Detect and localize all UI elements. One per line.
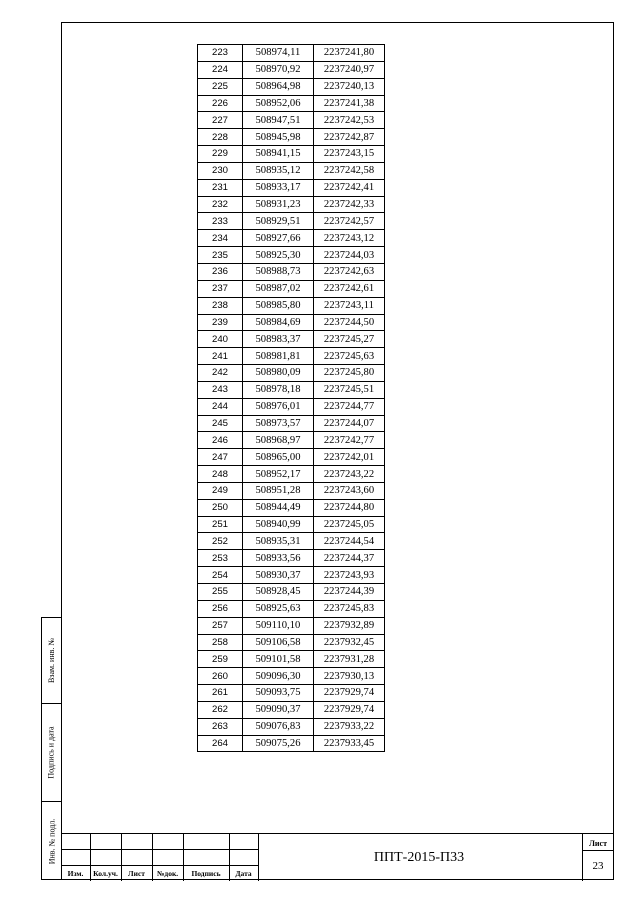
point-number-cell: 238 xyxy=(198,297,243,314)
point-number-cell: 234 xyxy=(198,230,243,247)
y-coordinate-cell: 2237240,13 xyxy=(314,78,385,95)
point-number-cell: 264 xyxy=(198,735,243,752)
y-coordinate-cell: 2237244,77 xyxy=(314,398,385,415)
y-coordinate-cell: 2237241,80 xyxy=(314,45,385,62)
table-row xyxy=(198,45,385,62)
table-row xyxy=(198,95,385,112)
y-coordinate-cell: 2237242,57 xyxy=(314,213,385,230)
y-coordinate-cell: 2237931,28 xyxy=(314,651,385,668)
y-coordinate-cell: 2237242,77 xyxy=(314,432,385,449)
sheet-label: Лист xyxy=(588,838,608,848)
point-number-cell: 229 xyxy=(198,146,243,163)
y-coordinate-cell: 2237244,80 xyxy=(314,499,385,516)
point-number-cell: 256 xyxy=(198,600,243,617)
table-row xyxy=(198,668,385,685)
table-row xyxy=(198,297,385,314)
table-row xyxy=(198,61,385,78)
x-coordinate-cell: 508941,15 xyxy=(243,146,314,163)
point-number-cell: 224 xyxy=(198,61,243,78)
table-row xyxy=(198,213,385,230)
point-number-cell: 249 xyxy=(198,482,243,499)
y-coordinate-cell: 2237245,80 xyxy=(314,365,385,382)
x-coordinate-cell: 508929,51 xyxy=(243,213,314,230)
table-row xyxy=(198,499,385,516)
x-coordinate-cell: 509076,83 xyxy=(243,718,314,735)
coordinates-table-body xyxy=(198,45,385,752)
y-coordinate-cell: 2237243,11 xyxy=(314,297,385,314)
y-coordinate-cell: 2237244,50 xyxy=(314,314,385,331)
table-row xyxy=(198,112,385,129)
x-coordinate-cell: 508987,02 xyxy=(243,280,314,297)
y-coordinate-cell: 2237244,54 xyxy=(314,533,385,550)
side-label-inventory: Инв. № подл. xyxy=(47,818,56,864)
y-coordinate-cell: 2237242,01 xyxy=(314,449,385,466)
y-coordinate-cell: 2237933,45 xyxy=(314,735,385,752)
x-coordinate-cell: 508935,31 xyxy=(243,533,314,550)
x-coordinate-cell: 508951,28 xyxy=(243,482,314,499)
x-coordinate-cell: 508928,45 xyxy=(243,584,314,601)
table-row xyxy=(198,482,385,499)
y-coordinate-cell: 2237245,51 xyxy=(314,381,385,398)
y-coordinate-cell: 2237243,12 xyxy=(314,230,385,247)
point-number-cell: 226 xyxy=(198,95,243,112)
table-row xyxy=(198,584,385,601)
y-coordinate-cell: 2237242,41 xyxy=(314,179,385,196)
point-number-cell: 232 xyxy=(198,196,243,213)
table-row xyxy=(198,365,385,382)
table-row xyxy=(198,263,385,280)
y-coordinate-cell: 2237932,89 xyxy=(314,617,385,634)
y-coordinate-cell: 2237243,60 xyxy=(314,482,385,499)
x-coordinate-cell: 509093,75 xyxy=(243,685,314,702)
table-row xyxy=(198,701,385,718)
x-coordinate-cell: 508927,66 xyxy=(243,230,314,247)
point-number-cell: 252 xyxy=(198,533,243,550)
y-coordinate-cell: 2237245,27 xyxy=(314,331,385,348)
y-coordinate-cell: 2237244,37 xyxy=(314,550,385,567)
point-number-cell: 248 xyxy=(198,466,243,483)
point-number-cell: 239 xyxy=(198,314,243,331)
point-number-cell: 244 xyxy=(198,398,243,415)
table-row xyxy=(198,735,385,752)
x-coordinate-cell: 508968,97 xyxy=(243,432,314,449)
table-row xyxy=(198,398,385,415)
table-row xyxy=(198,685,385,702)
side-cell-replaces xyxy=(42,618,61,704)
point-number-cell: 261 xyxy=(198,685,243,702)
coordinates-table xyxy=(197,44,385,752)
y-coordinate-cell: 2237245,05 xyxy=(314,516,385,533)
table-row xyxy=(198,179,385,196)
table-row xyxy=(198,600,385,617)
x-coordinate-cell: 508944,49 xyxy=(243,499,314,516)
table-row xyxy=(198,617,385,634)
y-coordinate-cell: 2237929,74 xyxy=(314,701,385,718)
table-row xyxy=(198,381,385,398)
y-coordinate-cell: 2237242,53 xyxy=(314,112,385,129)
point-number-cell: 230 xyxy=(198,162,243,179)
point-number-cell: 228 xyxy=(198,129,243,146)
y-coordinate-cell: 2237243,22 xyxy=(314,466,385,483)
point-number-cell: 241 xyxy=(198,348,243,365)
x-coordinate-cell: 509096,30 xyxy=(243,668,314,685)
table-row xyxy=(198,533,385,550)
point-number-cell: 255 xyxy=(198,584,243,601)
table-row xyxy=(198,348,385,365)
x-coordinate-cell: 508970,92 xyxy=(243,61,314,78)
y-coordinate-cell: 2237241,38 xyxy=(314,95,385,112)
point-number-cell: 227 xyxy=(198,112,243,129)
title-block xyxy=(61,833,614,880)
x-coordinate-cell: 508952,06 xyxy=(243,95,314,112)
y-coordinate-cell: 2237245,83 xyxy=(314,600,385,617)
point-number-cell: 243 xyxy=(198,381,243,398)
table-row xyxy=(198,432,385,449)
point-number-cell: 258 xyxy=(198,634,243,651)
table-row xyxy=(198,516,385,533)
x-coordinate-cell: 508985,80 xyxy=(243,297,314,314)
sheet-number: 23 xyxy=(592,860,604,872)
side-strip xyxy=(41,617,61,880)
point-number-cell: 237 xyxy=(198,280,243,297)
x-coordinate-cell: 508925,63 xyxy=(243,600,314,617)
y-coordinate-cell: 2237243,15 xyxy=(314,146,385,163)
x-coordinate-cell: 508980,09 xyxy=(243,365,314,382)
table-row xyxy=(198,651,385,668)
side-cell-inventory xyxy=(42,802,61,880)
header-signature: Подпись xyxy=(191,869,221,878)
x-coordinate-cell: 509090,37 xyxy=(243,701,314,718)
y-coordinate-cell: 2237245,63 xyxy=(314,348,385,365)
point-number-cell: 251 xyxy=(198,516,243,533)
x-coordinate-cell: 508974,11 xyxy=(243,45,314,62)
table-row xyxy=(198,550,385,567)
y-coordinate-cell: 2237932,45 xyxy=(314,634,385,651)
y-coordinate-cell: 2237242,58 xyxy=(314,162,385,179)
x-coordinate-cell: 508983,37 xyxy=(243,331,314,348)
x-coordinate-cell: 508978,18 xyxy=(243,381,314,398)
table-row xyxy=(198,567,385,584)
x-coordinate-cell: 508925,30 xyxy=(243,247,314,264)
table-row xyxy=(198,247,385,264)
header-date: Дата xyxy=(235,869,252,878)
table-row xyxy=(198,280,385,297)
point-number-cell: 223 xyxy=(198,45,243,62)
y-coordinate-cell: 2237929,74 xyxy=(314,685,385,702)
point-number-cell: 242 xyxy=(198,365,243,382)
point-number-cell: 259 xyxy=(198,651,243,668)
x-coordinate-cell: 508930,37 xyxy=(243,567,314,584)
x-coordinate-cell: 508952,17 xyxy=(243,466,314,483)
table-row xyxy=(198,146,385,163)
table-row xyxy=(198,449,385,466)
table-row xyxy=(198,78,385,95)
x-coordinate-cell: 508964,98 xyxy=(243,78,314,95)
point-number-cell: 233 xyxy=(198,213,243,230)
x-coordinate-cell: 508988,73 xyxy=(243,263,314,280)
y-coordinate-cell: 2237242,33 xyxy=(314,196,385,213)
y-coordinate-cell: 2237243,93 xyxy=(314,567,385,584)
x-coordinate-cell: 508931,23 xyxy=(243,196,314,213)
table-row xyxy=(198,331,385,348)
y-coordinate-cell: 2237244,39 xyxy=(314,584,385,601)
point-number-cell: 240 xyxy=(198,331,243,348)
point-number-cell: 247 xyxy=(198,449,243,466)
point-number-cell: 225 xyxy=(198,78,243,95)
side-cell-signature-date xyxy=(42,704,61,802)
table-row xyxy=(198,230,385,247)
y-coordinate-cell: 2237242,63 xyxy=(314,263,385,280)
y-coordinate-cell: 2237242,61 xyxy=(314,280,385,297)
x-coordinate-cell: 508947,51 xyxy=(243,112,314,129)
point-number-cell: 246 xyxy=(198,432,243,449)
x-coordinate-cell: 508981,81 xyxy=(243,348,314,365)
x-coordinate-cell: 509106,58 xyxy=(243,634,314,651)
document-code: ППТ-2015-П33 xyxy=(373,849,465,865)
x-coordinate-cell: 508965,00 xyxy=(243,449,314,466)
table-row xyxy=(198,162,385,179)
point-number-cell: 236 xyxy=(198,263,243,280)
y-coordinate-cell: 2237244,07 xyxy=(314,415,385,432)
point-number-cell: 250 xyxy=(198,499,243,516)
header-change: Изм. xyxy=(67,869,84,878)
x-coordinate-cell: 508940,99 xyxy=(243,516,314,533)
point-number-cell: 263 xyxy=(198,718,243,735)
point-number-cell: 253 xyxy=(198,550,243,567)
side-label-signature-date: Подпись и дата xyxy=(47,726,56,779)
table-row xyxy=(198,196,385,213)
point-number-cell: 235 xyxy=(198,247,243,264)
table-row xyxy=(198,634,385,651)
side-label-replaces: Взам. инв. № xyxy=(47,637,56,684)
x-coordinate-cell: 509075,26 xyxy=(243,735,314,752)
x-coordinate-cell: 508976,01 xyxy=(243,398,314,415)
table-row xyxy=(198,466,385,483)
y-coordinate-cell: 2237242,87 xyxy=(314,129,385,146)
y-coordinate-cell: 2237244,03 xyxy=(314,247,385,264)
x-coordinate-cell: 509110,10 xyxy=(243,617,314,634)
x-coordinate-cell: 508973,57 xyxy=(243,415,314,432)
point-number-cell: 254 xyxy=(198,567,243,584)
point-number-cell: 245 xyxy=(198,415,243,432)
point-number-cell: 257 xyxy=(198,617,243,634)
point-number-cell: 260 xyxy=(198,668,243,685)
x-coordinate-cell: 508933,17 xyxy=(243,179,314,196)
header-sheet: Лист xyxy=(128,869,145,878)
x-coordinate-cell: 508945,98 xyxy=(243,129,314,146)
y-coordinate-cell: 2237930,13 xyxy=(314,668,385,685)
y-coordinate-cell: 2237240,97 xyxy=(314,61,385,78)
point-number-cell: 231 xyxy=(198,179,243,196)
x-coordinate-cell: 508935,12 xyxy=(243,162,314,179)
header-quantity: Кол.уч. xyxy=(93,869,118,878)
point-number-cell: 262 xyxy=(198,701,243,718)
table-row xyxy=(198,129,385,146)
table-row xyxy=(198,314,385,331)
table-row xyxy=(198,718,385,735)
x-coordinate-cell: 509101,58 xyxy=(243,651,314,668)
x-coordinate-cell: 508984,69 xyxy=(243,314,314,331)
header-doc-number: №док. xyxy=(156,869,179,878)
x-coordinate-cell: 508933,56 xyxy=(243,550,314,567)
table-row xyxy=(198,415,385,432)
y-coordinate-cell: 2237933,22 xyxy=(314,718,385,735)
